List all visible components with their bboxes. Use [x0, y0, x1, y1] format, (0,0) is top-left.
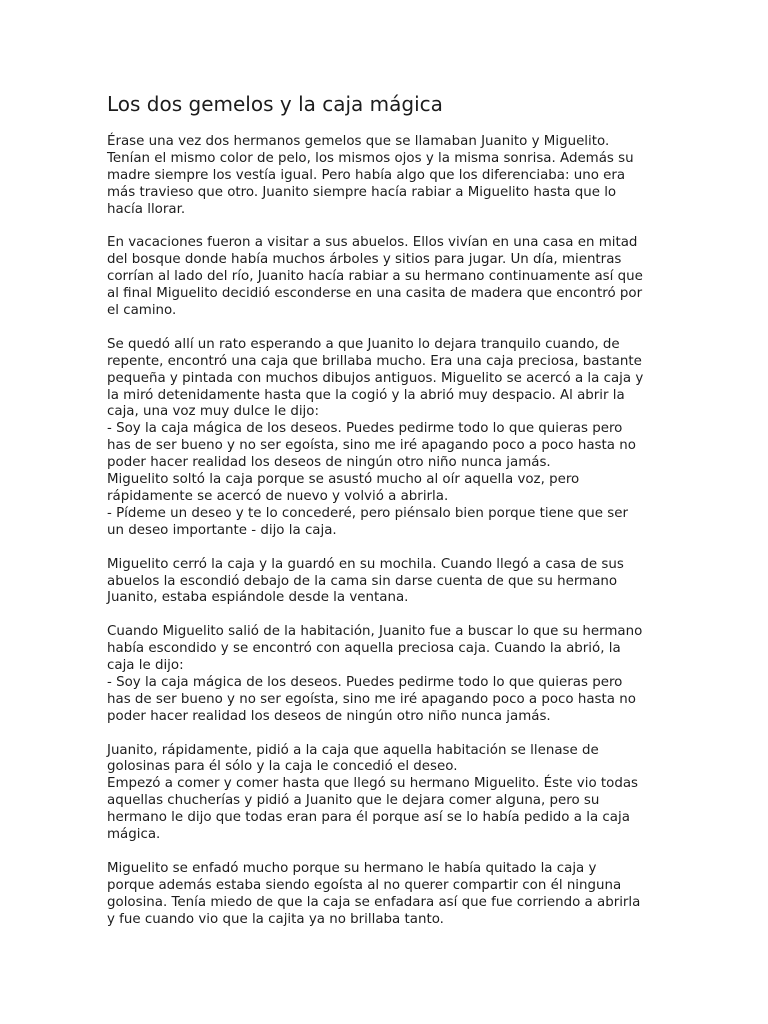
- text-line: Juanito, estaba espiándole desde la ventana.: [107, 590, 409, 606]
- text-line: has de ser bueno y no ser egoísta, sino me iré apagando poco a poco hasta no: [107, 691, 636, 707]
- text-line: la miró detenidamente hasta que la cogió y la abrió muy despacio. Al abrir la: [107, 387, 625, 403]
- text-line: Tenían el mismo color de pelo, los mismos ojos y la misma sonrisa. Además su: [107, 150, 634, 166]
- paragraph: [107, 861, 667, 929]
- paragraph: [107, 235, 667, 320]
- text-line: poder hacer realidad los deseos de ningún otro niño nunca jamás.: [107, 455, 551, 471]
- text-line: golosinas para él sólo y la caja le concedió el deseo.: [107, 759, 458, 775]
- text-line: madre siempre los vestía igual. Pero había algo que los diferenciaba: uno era: [107, 167, 626, 183]
- paragraph: [107, 743, 667, 844]
- text-line: mágica.: [107, 827, 161, 843]
- text-line: un deseo importante - dijo la caja.: [107, 522, 337, 538]
- text-line: En vacaciones fueron a visitar a sus abuelos. Ellos vivían en una casa en mitad: [107, 235, 638, 251]
- text-line: corrían al lado del río, Juanito hacía rabiar a su hermano continuamente así que: [107, 269, 643, 285]
- text-line: había escondido y se encontró con aquella preciosa caja. Cuando la abrió, la: [107, 641, 621, 657]
- text-line: caja, una voz muy dulce le dijo:: [107, 404, 319, 420]
- text-line: Se quedó allí un rato esperando a que Juanito lo dejara tranquilo cuando, de: [107, 336, 620, 352]
- text-line: has de ser bueno y no ser egoísta, sino me iré apagando poco a poco hasta no: [107, 438, 636, 454]
- text-line: Cuando Miguelito salió de la habitación, Juanito fue a buscar lo que su hermano: [107, 624, 643, 640]
- text-line: pequeña y pintada con muchos dibujos antiguos. Miguelito se acercó a la caja y: [107, 370, 644, 386]
- text-line: rápidamente se acercó de nuevo y volvió a abrirla.: [107, 489, 449, 504]
- document-title: Los dos gemelos y la caja mágica: [107, 92, 443, 116]
- text-line: Miguelito cerró la caja y la guardó en su mochila. Cuando llegó a casa de sus: [107, 556, 624, 572]
- text-line: al final Miguelito decidió esconderse en una casita de madera que encontró por: [107, 286, 643, 302]
- text-line: golosina. Tenía miedo de que la caja se enfadara así que fue corriendo a abrirla: [107, 894, 641, 910]
- text-line: - Pídeme un deseo y te lo concederé, pero piénsalo bien porque tiene que ser: [107, 505, 628, 521]
- text-line: abuelos la escondió debajo de la cama sin darse cuenta de que su hermano: [107, 573, 618, 589]
- text-line: Érase una vez dos hermanos gemelos que se llamaban Juanito y Miguelito.: [107, 134, 610, 149]
- paragraph: [107, 557, 667, 608]
- text-line: - Soy la caja mágica de los deseos. Puedes pedirme todo lo que quieras pero: [107, 674, 623, 690]
- text-line: hacía llorar.: [107, 201, 186, 217]
- text-line: Miguelito soltó la caja porque se asustó mucho al oír aquella voz, pero: [107, 472, 580, 488]
- text-line: porque además estaba siendo egoísta al no querer compartir con él ninguna: [107, 877, 622, 893]
- text-line: aquellas chucherías y pidió a Juanito que le dejara comer alguna, pero su: [107, 793, 600, 809]
- text-line: hermano le dijo que todas eran para él porque así se lo había pedido a la caja: [107, 810, 630, 826]
- text-line: Empezó a comer y comer hasta que llegó su hermano Miguelito. Éste vio todas: [107, 776, 639, 792]
- text-line: del bosque donde había muchos árboles y sitios para jugar. Un día, mientras: [107, 252, 622, 268]
- text-line: - Soy la caja mágica de los deseos. Puedes pedirme todo lo que quieras pero: [107, 421, 623, 437]
- text-line: poder hacer realidad los deseos de ningún otro niño nunca jamás.: [107, 708, 551, 724]
- paragraph: [107, 134, 667, 219]
- text-line: Juanito, rápidamente, pidió a la caja que aquella habitación se llenase de: [107, 742, 599, 758]
- paragraph: [107, 337, 667, 540]
- text-line: más travieso que otro. Juanito siempre hacía rabiar a Miguelito hasta que lo: [107, 184, 617, 200]
- text-line: repente, encontró una caja que brillaba mucho. Era una caja preciosa, bastante: [107, 353, 642, 369]
- text-line: el camino.: [107, 303, 177, 319]
- text-line: y fue cuando vio que la cajita ya no brillaba tanto.: [107, 911, 444, 927]
- paragraph: [107, 624, 667, 725]
- text-line: caja le dijo:: [107, 658, 184, 674]
- text-line: Miguelito se enfadó mucho porque su hermano le había quitado la caja y: [107, 860, 597, 876]
- document-body: [107, 134, 667, 945]
